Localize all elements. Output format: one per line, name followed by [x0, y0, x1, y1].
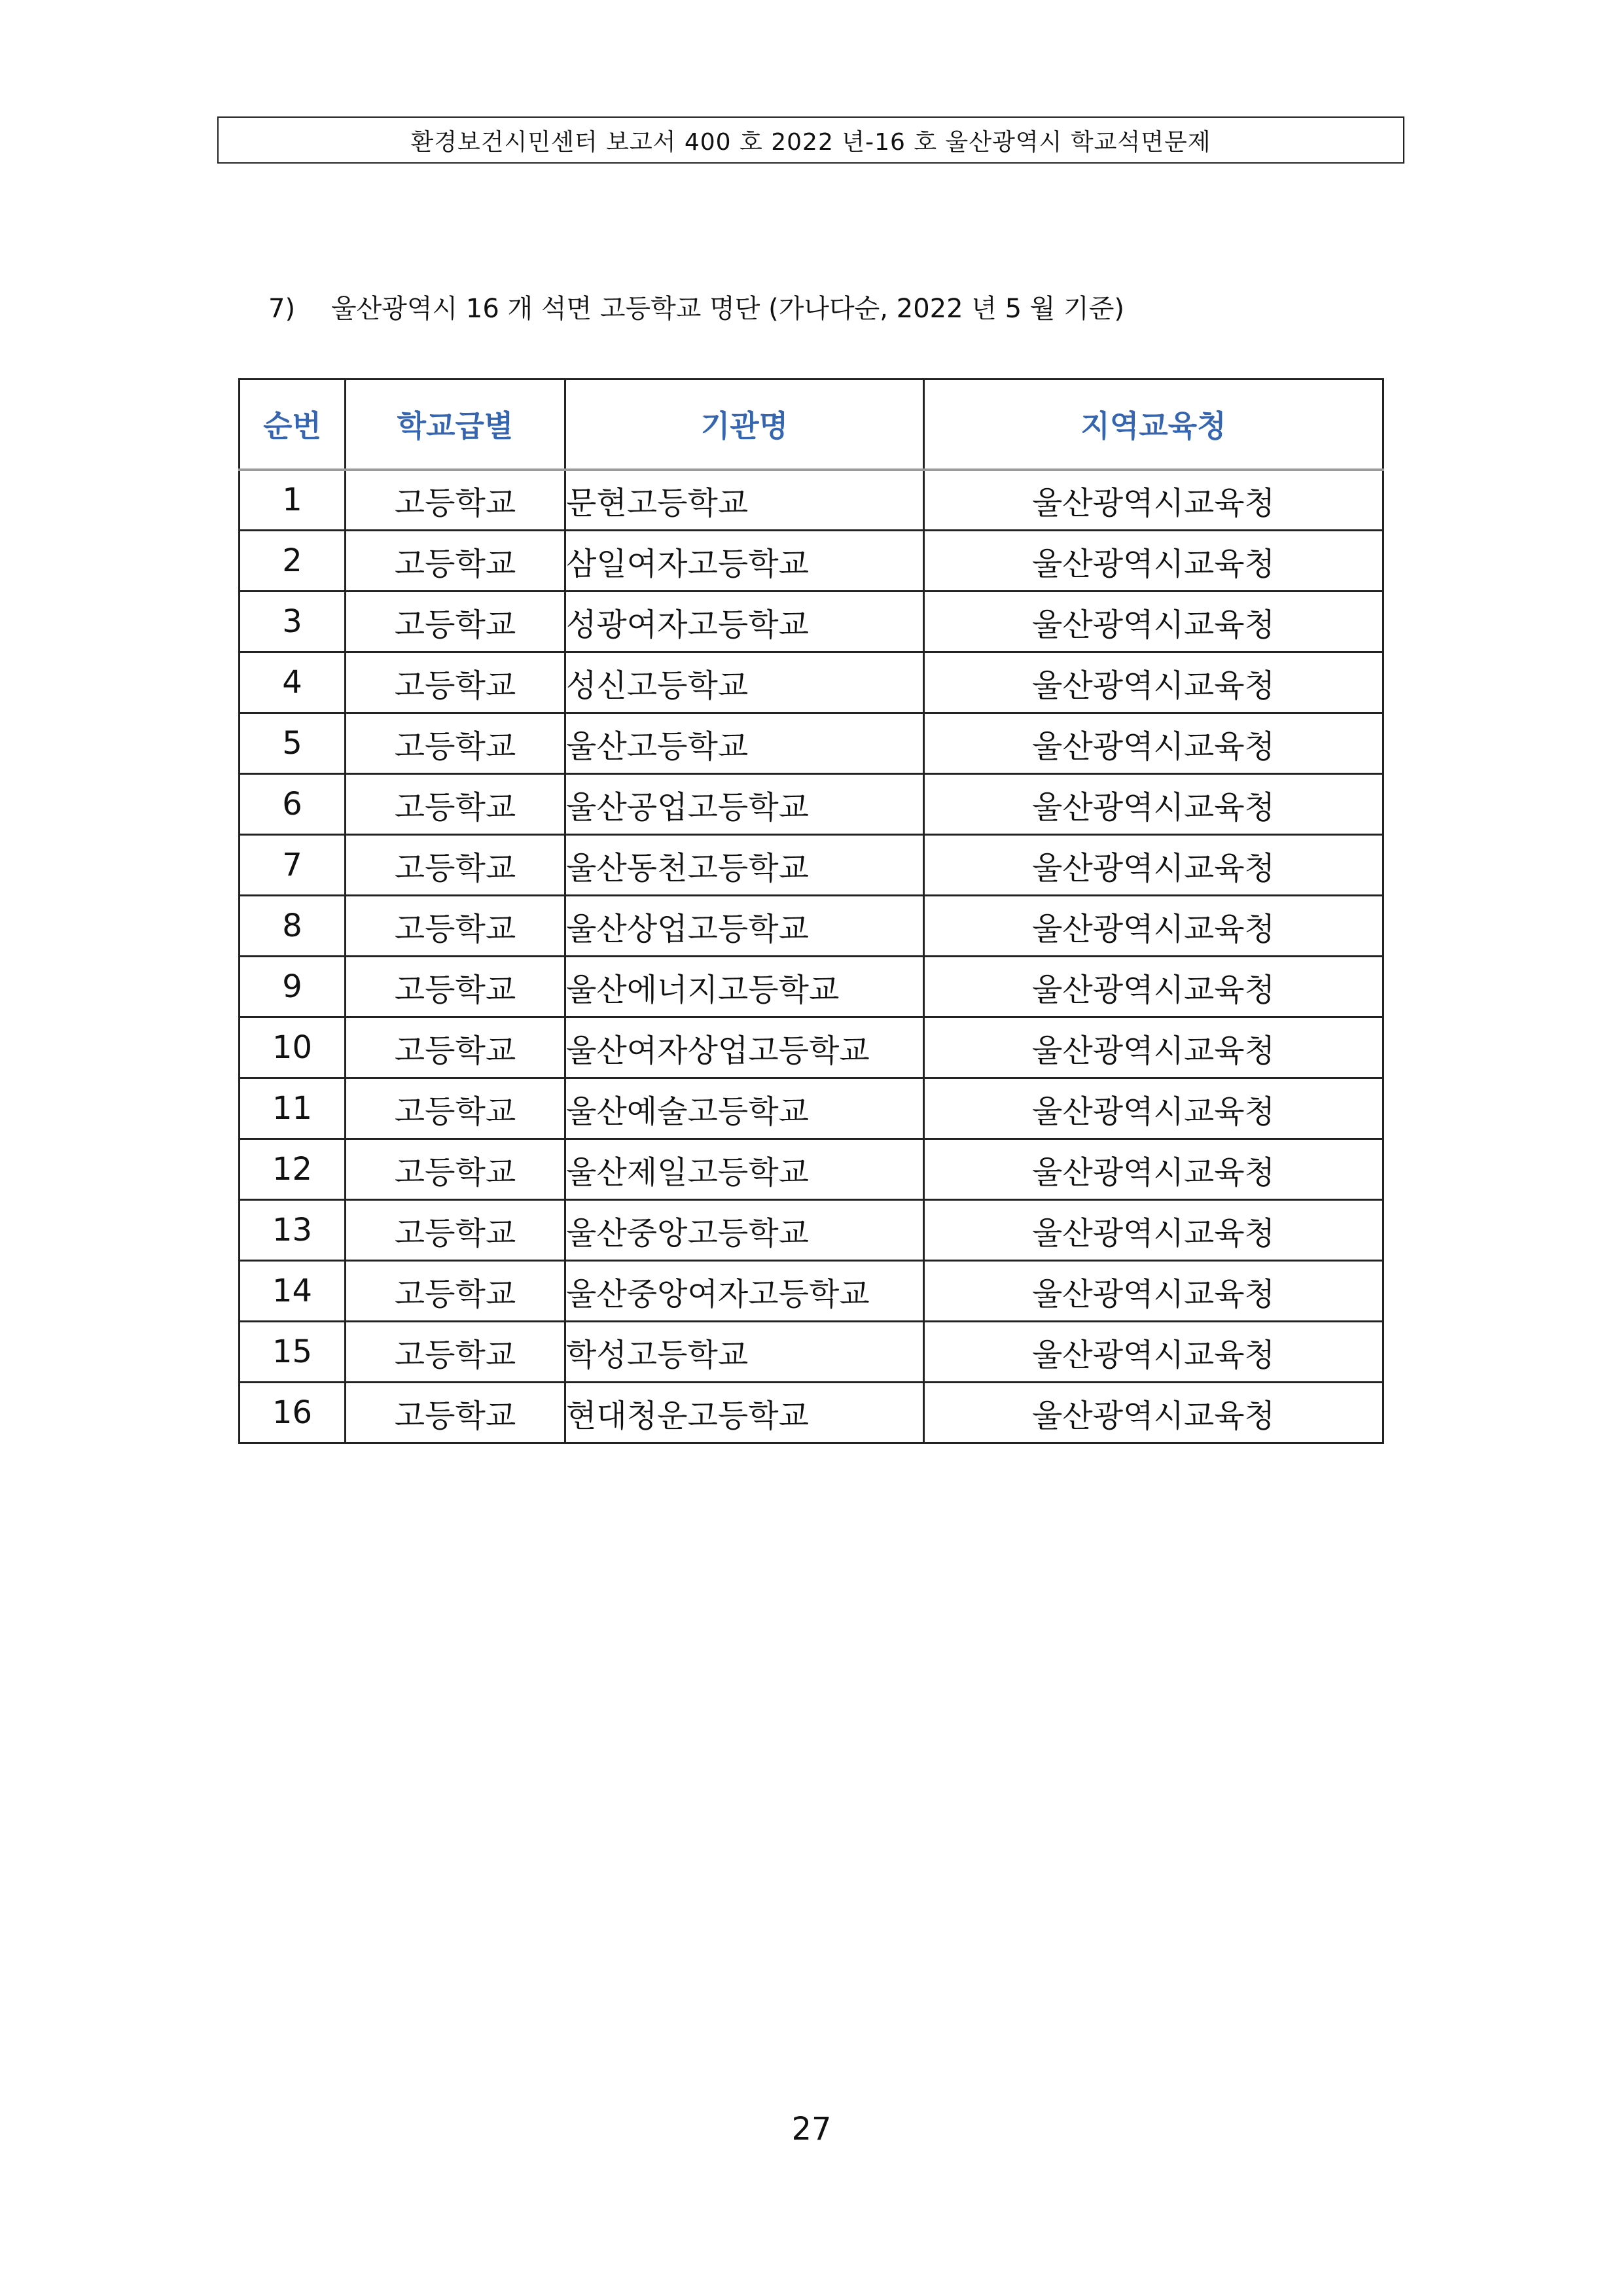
cell-number: 12	[240, 1139, 346, 1200]
column-header-institution-name: 기관명	[565, 380, 924, 470]
cell-school-level: 고등학교	[346, 1383, 565, 1443]
cell-institution-name: 삼일여자고등학교	[565, 531, 924, 592]
table-row	[240, 1017, 1383, 1078]
cell-school-level: 고등학교	[346, 713, 565, 774]
cell-number: 3	[240, 592, 346, 652]
cell-institution-name: 성신고등학교	[565, 652, 924, 713]
cell-school-level: 고등학교	[346, 1017, 565, 1078]
cell-number: 14	[240, 1261, 346, 1322]
cell-institution-name: 울산고등학교	[565, 713, 924, 774]
cell-school-level: 고등학교	[346, 652, 565, 713]
cell-number: 2	[240, 531, 346, 592]
cell-education-office: 울산광역시교육청	[924, 652, 1383, 713]
cell-number: 7	[240, 835, 346, 896]
cell-education-office: 울산광역시교육청	[924, 592, 1383, 652]
cell-institution-name: 현대청운고등학교	[565, 1383, 924, 1443]
cell-institution-name: 울산동천고등학교	[565, 835, 924, 896]
cell-institution-name: 학성고등학교	[565, 1322, 924, 1383]
cell-institution-name: 문현고등학교	[565, 470, 924, 531]
report-header	[217, 116, 1404, 164]
cell-number: 15	[240, 1322, 346, 1383]
table-row	[240, 1200, 1383, 1261]
cell-education-office: 울산광역시교육청	[924, 896, 1383, 957]
table-row	[240, 531, 1383, 592]
cell-school-level: 고등학교	[346, 592, 565, 652]
cell-school-level: 고등학교	[346, 1261, 565, 1322]
cell-number: 13	[240, 1200, 346, 1261]
page-number: 27	[791, 2111, 832, 2147]
section-title-text: 울산광역시 16 개 석면 고등학교 명단 (가나다순, 2022 년 5 월 기준)	[331, 294, 1125, 324]
table-row	[240, 652, 1383, 713]
cell-school-level: 고등학교	[346, 774, 565, 835]
column-header-education-office: 지역교육청	[924, 380, 1383, 470]
cell-number: 4	[240, 652, 346, 713]
cell-school-level: 고등학교	[346, 957, 565, 1017]
cell-school-level: 고등학교	[346, 470, 565, 531]
table-row	[240, 1078, 1383, 1139]
table-row	[240, 592, 1383, 652]
table-row	[240, 1322, 1383, 1383]
cell-education-office: 울산광역시교육청	[924, 1078, 1383, 1139]
cell-institution-name: 울산에너지고등학교	[565, 957, 924, 1017]
report-header-text: 환경보건시민센터 보고서 400 호 2022 년-16 호 울산광역시 학교석면문제	[410, 128, 1211, 156]
cell-institution-name: 울산제일고등학교	[565, 1139, 924, 1200]
cell-school-level: 고등학교	[346, 835, 565, 896]
cell-education-office: 울산광역시교육청	[924, 1322, 1383, 1383]
table-row	[240, 835, 1383, 896]
cell-institution-name: 울산상업고등학교	[565, 896, 924, 957]
cell-education-office: 울산광역시교육청	[924, 1200, 1383, 1261]
cell-education-office: 울산광역시교육청	[924, 713, 1383, 774]
cell-number: 11	[240, 1078, 346, 1139]
cell-institution-name: 울산중앙여자고등학교	[565, 1261, 924, 1322]
cell-number: 10	[240, 1017, 346, 1078]
cell-education-office: 울산광역시교육청	[924, 1383, 1383, 1443]
cell-school-level: 고등학교	[346, 1078, 565, 1139]
cell-institution-name: 울산예술고등학교	[565, 1078, 924, 1139]
table-row	[240, 470, 1383, 531]
cell-education-office: 울산광역시교육청	[924, 774, 1383, 835]
cell-education-office: 울산광역시교육청	[924, 531, 1383, 592]
table-row	[240, 1261, 1383, 1322]
cell-number: 1	[240, 470, 346, 531]
cell-education-office: 울산광역시교육청	[924, 1017, 1383, 1078]
school-list-table	[238, 378, 1384, 1444]
table-row	[240, 774, 1383, 835]
cell-institution-name: 울산중앙고등학교	[565, 1200, 924, 1261]
table-row	[240, 957, 1383, 1017]
table-body	[240, 470, 1383, 1443]
cell-school-level: 고등학교	[346, 1200, 565, 1261]
cell-number: 16	[240, 1383, 346, 1443]
cell-education-office: 울산광역시교육청	[924, 957, 1383, 1017]
table-header-row	[240, 380, 1383, 470]
cell-institution-name: 성광여자고등학교	[565, 592, 924, 652]
table-row	[240, 896, 1383, 957]
cell-education-office: 울산광역시교육청	[924, 835, 1383, 896]
cell-education-office: 울산광역시교육청	[924, 1261, 1383, 1322]
table-row	[240, 1139, 1383, 1200]
cell-school-level: 고등학교	[346, 896, 565, 957]
column-header-school-level: 학교급별	[346, 380, 565, 470]
cell-education-office: 울산광역시교육청	[924, 470, 1383, 531]
cell-school-level: 고등학교	[346, 1139, 565, 1200]
cell-number: 6	[240, 774, 346, 835]
cell-number: 5	[240, 713, 346, 774]
cell-education-office: 울산광역시교육청	[924, 1139, 1383, 1200]
table-row	[240, 713, 1383, 774]
column-header-number: 순번	[240, 380, 346, 470]
cell-number: 9	[240, 957, 346, 1017]
cell-school-level: 고등학교	[346, 531, 565, 592]
table-row	[240, 1383, 1383, 1443]
cell-institution-name: 울산여자상업고등학교	[565, 1017, 924, 1078]
section-number: 7)	[268, 294, 296, 324]
cell-school-level: 고등학교	[346, 1322, 565, 1383]
section-heading	[268, 288, 1124, 325]
cell-institution-name: 울산공업고등학교	[565, 774, 924, 835]
cell-number: 8	[240, 896, 346, 957]
